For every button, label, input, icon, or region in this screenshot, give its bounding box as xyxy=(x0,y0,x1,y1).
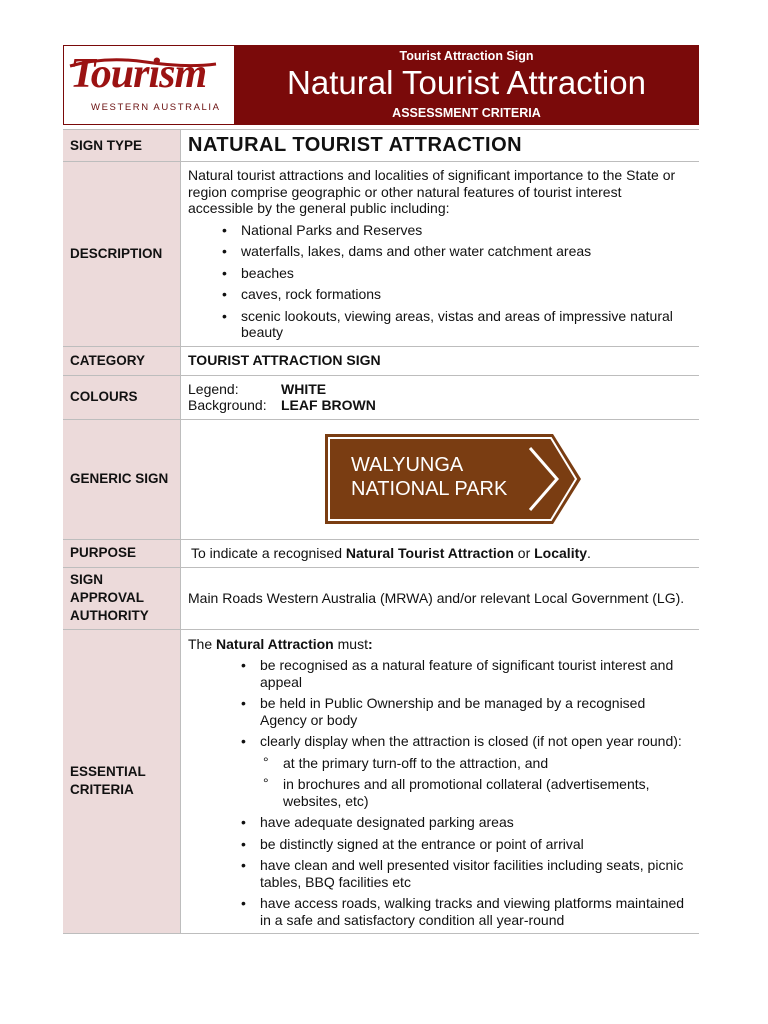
intro-bold: Natural Attraction xyxy=(216,635,334,652)
authority-label-line: AUTHORITY xyxy=(70,608,149,623)
row-category xyxy=(63,346,699,375)
row-purpose xyxy=(63,539,699,567)
purpose-text: . xyxy=(587,544,591,561)
banner-subtitle: ASSESSMENT CRITERIA xyxy=(392,106,541,120)
authority-label xyxy=(63,567,181,629)
list-item: • caves, rock formations xyxy=(241,286,689,303)
list-item-text: clearly display when the attraction is closed (if not open year round): xyxy=(260,733,682,749)
essential-intro xyxy=(188,636,689,653)
list-item: • scenic lookouts, viewing areas, vistas and areas of impressive natural beauty xyxy=(241,308,689,341)
row-approval-authority xyxy=(63,567,699,629)
list-item: • have clean and well presented visitor facilities including seats, picnic tables, BBQ facilities etc xyxy=(260,857,689,890)
list-item: • be held in Public Ownership and be managed by a recognised Agency or body xyxy=(260,695,689,728)
authority-label-line: SIGN xyxy=(70,572,104,587)
intro-text: must xyxy=(333,635,368,652)
sub-list-item: ° in brochures and all promotional collateral (advertisements, websites, etc) xyxy=(283,776,689,809)
essential-label-line: CRITERIA xyxy=(70,782,134,798)
description-intro: Natural tourist attractions and localities of significant importance to the State or region comprise geographic or other natural features of tourist interest accessible by the general public including: xyxy=(188,167,676,216)
tourism-wa-logo xyxy=(64,46,235,124)
legend-value: WHITE xyxy=(281,381,327,397)
row-sign-type xyxy=(63,130,699,162)
page-title: Natural Tourist Attraction xyxy=(287,64,646,101)
sign-line-2: NATIONAL PARK xyxy=(350,478,507,500)
sign-type-label: SIGN TYPE xyxy=(63,130,181,162)
purpose-text: To indicate a recognised xyxy=(191,544,346,561)
list-item: • beaches xyxy=(241,265,689,282)
background-key: Background: xyxy=(188,397,267,413)
banner-kicker: Tourist Attraction Sign xyxy=(399,49,534,63)
description-label: DESCRIPTION xyxy=(63,162,181,347)
essential-label xyxy=(63,629,181,934)
sub-list-item: ° at the primary turn-off to the attraction, and xyxy=(283,755,689,772)
description-list xyxy=(188,222,689,341)
background-value: LEAF BROWN xyxy=(281,397,376,413)
authority-label-line: APPROVAL xyxy=(70,590,145,605)
logo-subtext: WESTERN AUSTRALIA xyxy=(91,102,221,113)
list-item: • have access roads, walking tracks and viewing platforms maintained in a safe and satisfactory condition all year-round xyxy=(260,895,689,928)
list-item: • have adequate designated parking areas xyxy=(260,814,689,831)
sign-type-value: NATURAL TOURIST ATTRACTION xyxy=(188,133,523,156)
row-essential-criteria xyxy=(63,629,699,934)
purpose-bold-2: Locality xyxy=(534,544,588,561)
essential-sublist xyxy=(260,755,689,810)
generic-sign-label: GENERIC SIGN xyxy=(63,419,181,539)
assessment-sheet xyxy=(63,45,699,934)
list-item: • be distinctly signed at the entrance or point of arrival xyxy=(260,836,689,853)
generic-sign-image xyxy=(325,434,583,524)
purpose-value xyxy=(181,539,700,567)
title-banner xyxy=(235,46,698,124)
essential-list xyxy=(188,657,689,928)
sign-line-1: WALYUNGA xyxy=(350,454,463,476)
intro-text: The xyxy=(188,635,217,652)
intro-colon: : xyxy=(367,635,373,652)
header xyxy=(63,45,699,125)
list-item: • be recognised as a natural feature of significant tourist interest and appeal xyxy=(260,657,689,690)
legend-key: Legend: xyxy=(188,381,239,397)
row-colours xyxy=(63,375,699,419)
list-item: • National Parks and Reserves xyxy=(241,222,689,239)
purpose-bold-1: Natural Tourist Attraction xyxy=(345,544,514,561)
colours-label: COLOURS xyxy=(63,375,181,419)
list-item: • waterfalls, lakes, dams and other water catchment areas xyxy=(241,243,689,260)
criteria-table xyxy=(63,129,699,934)
logo-wordmark: Tourism xyxy=(70,51,207,97)
authority-value: Main Roads Western Australia (MRWA) and/or relevant Local Government (LG). xyxy=(181,567,700,629)
category-label: CATEGORY xyxy=(63,346,181,375)
row-generic-sign xyxy=(63,419,699,539)
essential-label-line: ESSENTIAL xyxy=(70,764,146,780)
list-item xyxy=(260,733,689,809)
purpose-text: or xyxy=(513,544,535,561)
row-description xyxy=(63,162,699,347)
category-value: TOURIST ATTRACTION SIGN xyxy=(188,352,381,369)
purpose-label: PURPOSE xyxy=(63,539,181,567)
